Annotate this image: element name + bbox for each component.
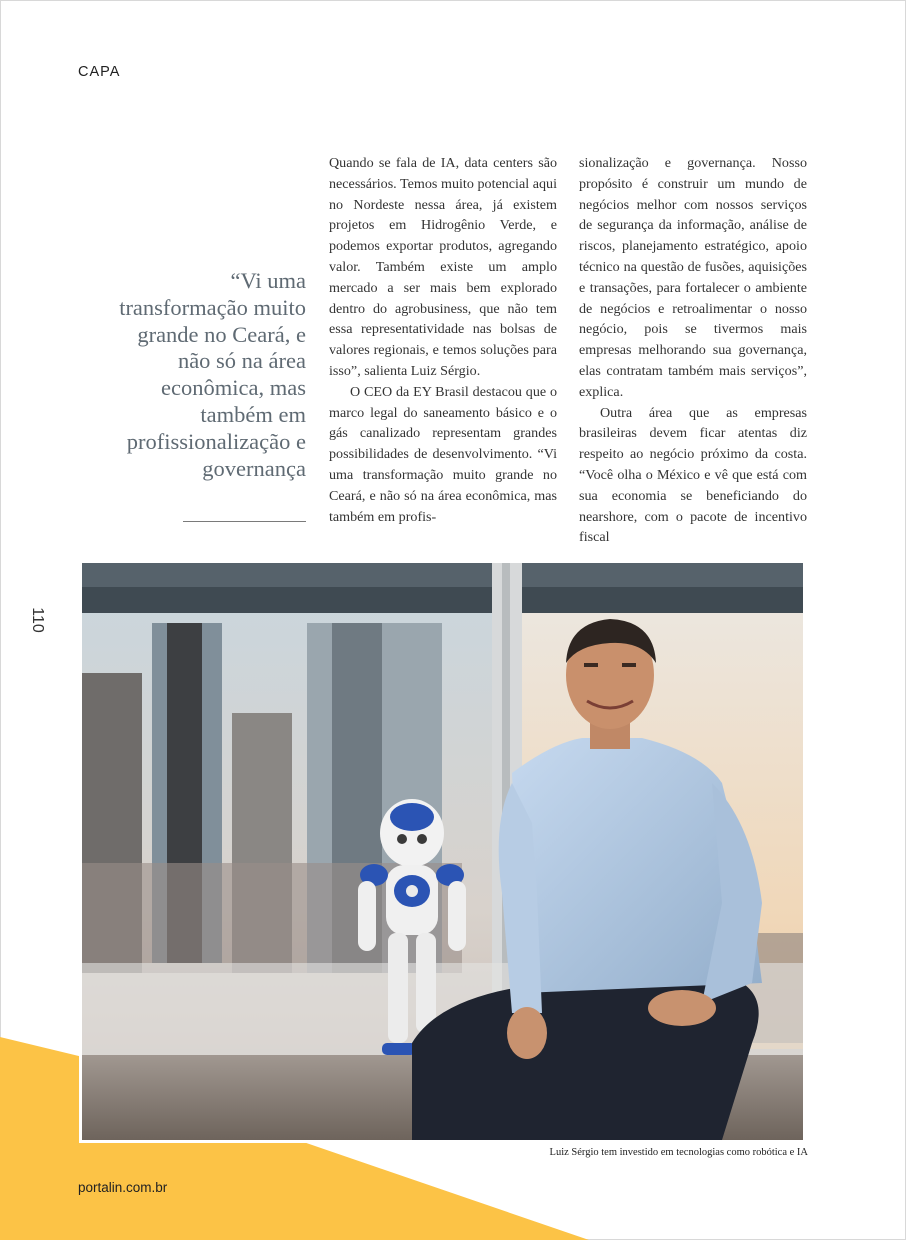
paragraph: Quando se fala de IA, data centers são necessários. Temos muito potencial aqui no Nordeste nessa área, já existem projetos em Hidrogênio Verde, e podemos exportar produtos, agregando valor. Também existe um amplo mercado a ser mais bem explorado dentro do agrobusiness, que não tem essa representatividade nas bolsas de valores regionais, e temos soluções para isso”, salienta Luiz Sérgio.	[329, 155, 557, 379]
paragraph: Outra área que as empresas brasileiras devem ficar atentas diz respeito ao negócio próximo da costa. “Você olha o México e vê que está com sua economia se beneficiando do nearshore, com o pacote de incentivo fiscal	[579, 404, 807, 546]
section-label: CAPA	[78, 64, 121, 80]
paragraph: sionalização e governança. Nosso propósito é construir um mundo de negócios melhor com nossos serviços de segurança da informação, análise de riscos, planejamento estratégico, apoio técnico na questão de fusões, aquisições e transações, para fortalecer o ambiente de negócios e retroalimentar o nosso negócio, pois se tivermos mais empresas melhorando sua governança, elas contratam também mais serviços”, explica.	[579, 155, 807, 400]
pull-quote-rule	[183, 521, 306, 522]
text-column-2	[579, 153, 807, 548]
photo-illustration	[82, 563, 803, 1140]
text-column-1	[329, 153, 557, 527]
pull-quote: “Vi uma transformação muito grande no Ceará, e não só na área econômica, mas também em profissionalização e governança	[119, 268, 306, 481]
photo-caption: Luiz Sérgio tem investido em tecnologias como robótica e IA	[549, 1147, 808, 1158]
paragraph: O CEO da EY Brasil destacou que o marco legal do saneamento básico e o gás canalizado representam grandes possibilidades de desenvolvimento. “Vi uma transformação muito grande no Ceará, e não só na área econômica, mas também em profis-	[329, 383, 557, 525]
page-number: 110	[29, 607, 46, 633]
article-photo	[79, 560, 806, 1143]
footer-url: portalin.com.br	[78, 1180, 168, 1195]
